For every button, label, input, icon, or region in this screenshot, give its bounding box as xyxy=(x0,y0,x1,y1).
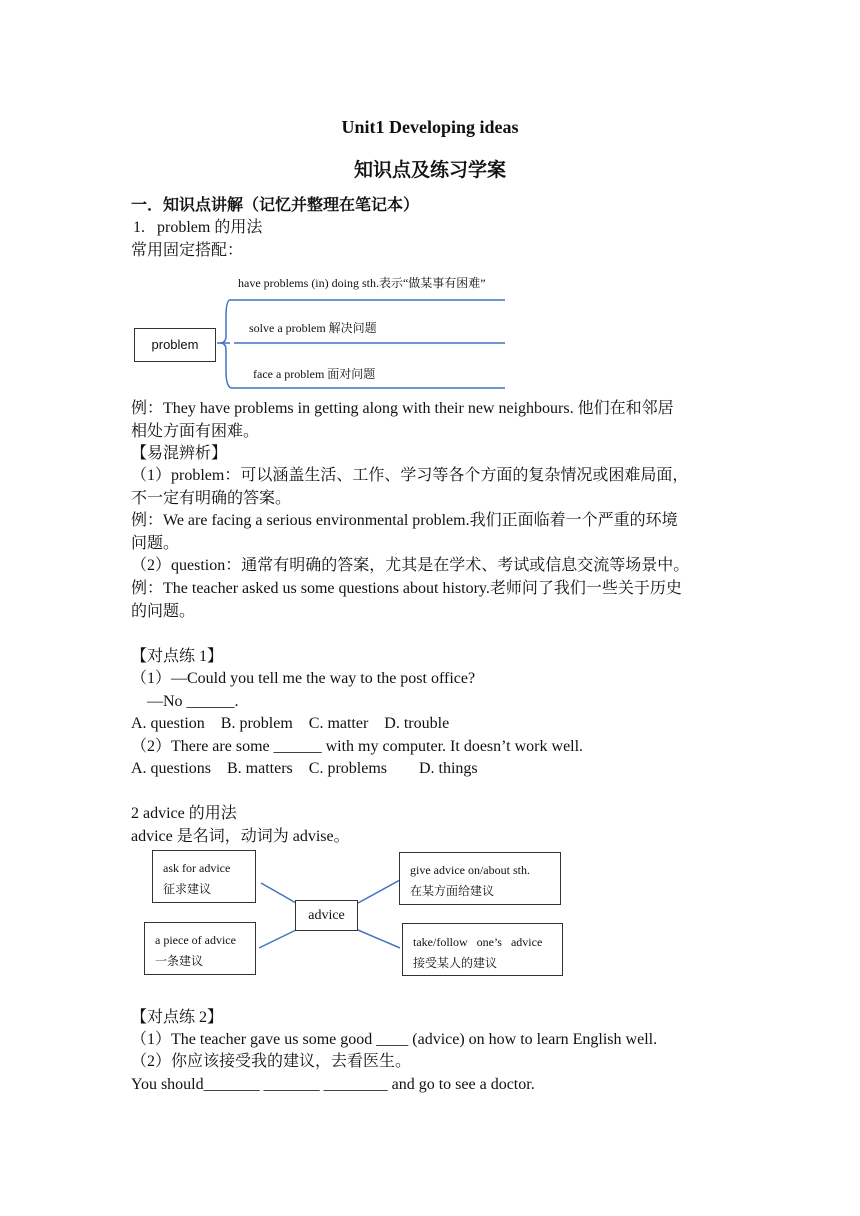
practice-options: A. questions B. matters C. problems D. things xyxy=(131,760,478,777)
example-line: 相处方面有困难。 xyxy=(131,423,260,440)
problem-branch-1: have problems (in) doing sth.表示“做某事有困难” xyxy=(238,276,486,290)
advice-phrase: ask for advice xyxy=(163,861,231,875)
practice-question: （2）你应该接受我的建议，去看医生。 xyxy=(131,1053,412,1070)
advice-meaning: 在某方面给建议 xyxy=(410,884,495,898)
advice-phrase: take/follow one’s advice xyxy=(413,935,543,949)
practice-heading: 【对点练 1】 xyxy=(131,648,224,665)
confusion-heading: 【易混辨析】 xyxy=(131,445,228,462)
practice-heading: 【对点练 2】 xyxy=(131,1009,224,1026)
problem-branch-3: face a problem 面对问题 xyxy=(253,367,376,381)
example-line: 例：They have problems in getting along with their new neighbours. 他们在和邻居 xyxy=(131,400,674,417)
problem-center-label: problem xyxy=(151,337,199,352)
confusion-text: 不一定有明确的答案。 xyxy=(131,490,292,507)
practice-question: —No ______. xyxy=(147,693,239,710)
confusion-example: 例：The teacher asked us some questions about history.老师问了我们一些关于历史 xyxy=(131,580,682,597)
advice-box-bottom-left xyxy=(144,922,256,975)
advice-intro: advice 是名词，动词为 advise。 xyxy=(131,828,350,845)
page-subtitle: 知识点及练习学案 xyxy=(353,160,506,181)
advice-center-box xyxy=(295,900,358,931)
section-heading: 一．知识点讲解（记忆并整理在笔记本） xyxy=(131,197,420,214)
problem-branch-2: solve a problem 解决问题 xyxy=(249,321,377,335)
confusion-example: 例：We are facing a serious environmental problem.我们正面临着一个严重的环境 xyxy=(131,512,678,529)
practice-question: （2）There are some ______ with my computer. It doesn’t work well. xyxy=(131,738,584,755)
advice-phrase: a piece of advice xyxy=(155,933,236,947)
advice-box-top-right xyxy=(399,852,561,905)
practice-question: You should_______ _______ ________ and go to see a doctor. xyxy=(131,1076,535,1093)
practice-question: （1）—Could you tell me the way to the post office? xyxy=(131,670,476,687)
confusion-text: （2）question：通常有明确的答案，尤其是在学术、考试或信息交流等场景中。 xyxy=(131,557,690,574)
item-title: 1. problem 的用法 xyxy=(133,219,263,236)
advice-box-bottom-right xyxy=(402,923,563,976)
confusion-example: 的问题。 xyxy=(131,603,196,620)
advice-meaning: 接受某人的建议 xyxy=(413,956,498,970)
page-title: Unit1 Developing ideas xyxy=(341,117,519,137)
confusion-text: （1）problem：可以涵盖生活、工作、学习等各个方面的复杂情况或困难局面， xyxy=(131,467,689,484)
confusion-example: 问题。 xyxy=(131,535,180,552)
problem-center-box xyxy=(134,328,216,362)
advice-center-label: advice xyxy=(308,908,345,923)
advice-meaning: 征求建议 xyxy=(163,882,212,896)
advice-meaning: 一条建议 xyxy=(155,954,204,968)
advice-box-top-left xyxy=(152,850,256,903)
collocation-intro: 常用固定搭配： xyxy=(131,242,244,259)
advice-phrase: give advice on/about sth. xyxy=(410,863,530,877)
item-title: 2 advice 的用法 xyxy=(131,805,237,822)
practice-question: （1）The teacher gave us some good ____ (advice) on how to learn English well. xyxy=(131,1031,658,1048)
practice-options: A. question B. problem C. matter D. trouble xyxy=(131,715,450,732)
